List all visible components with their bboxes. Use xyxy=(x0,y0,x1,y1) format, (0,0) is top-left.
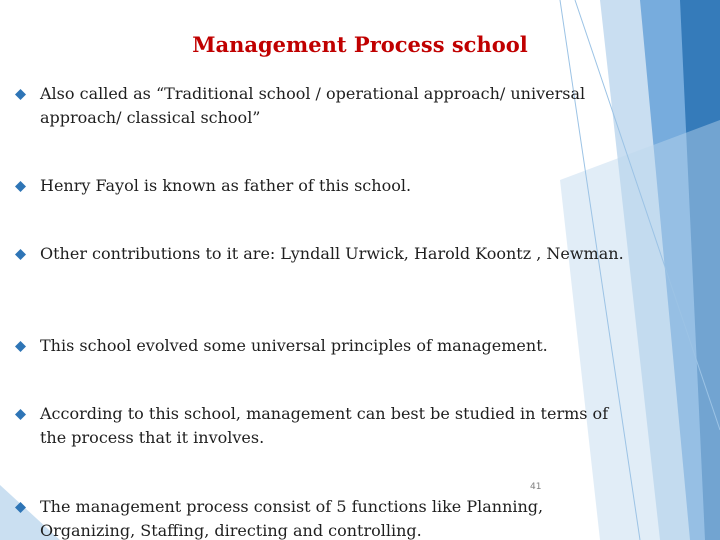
slide-title: Management Process school xyxy=(192,32,528,57)
diamond-bullet-icon xyxy=(15,409,26,420)
diamond-bullet-icon xyxy=(15,181,26,192)
diamond-bullet-icon xyxy=(15,341,26,352)
bullet-item-1 xyxy=(40,82,630,130)
bullet-text: The management process consist of 5 functions like Planning, Organizing, Staffing, directing and controlling. xyxy=(40,497,544,540)
bullet-text: Also called as “Traditional school / operational approach/ universal approach/ classical school” xyxy=(40,84,586,127)
bullet-item-2 xyxy=(40,174,630,198)
page-number: 41 xyxy=(530,482,542,492)
bullet-text: This school evolved some universal principles of management. xyxy=(40,336,548,355)
diamond-bullet-icon xyxy=(15,249,26,260)
bullet-item-4 xyxy=(40,334,630,358)
bullet-text: According to this school, management can best be studied in terms of the process that it involves. xyxy=(40,404,609,447)
diamond-bullet-icon xyxy=(15,89,26,100)
bullet-text: Other contributions to it are: Lyndall Urwick, Harold Koontz , Newman. xyxy=(40,244,624,263)
bullet-item-3 xyxy=(40,242,630,266)
bullet-text: Henry Fayol is known as father of this school. xyxy=(40,176,412,195)
bullet-item-6 xyxy=(40,495,630,540)
bullet-item-5 xyxy=(40,402,630,450)
diamond-bullet-icon xyxy=(15,502,26,513)
